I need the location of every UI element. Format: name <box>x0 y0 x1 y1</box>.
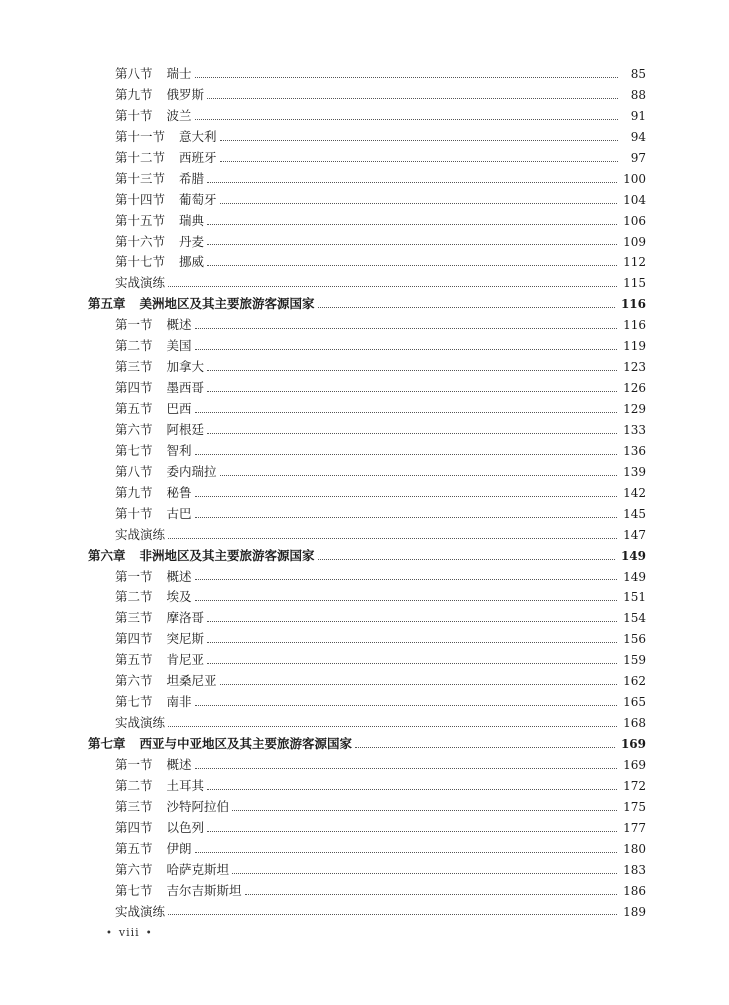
dot-leader <box>232 810 617 811</box>
toc-page-number: 172 <box>623 778 646 793</box>
toc-page-number: 109 <box>623 234 646 249</box>
toc-page-number: 97 <box>630 150 646 165</box>
toc-section-row <box>88 629 646 650</box>
dot-leader <box>195 579 618 580</box>
toc-section-row <box>88 190 646 211</box>
section-title: 肯尼亚 <box>166 652 205 668</box>
dot-leader <box>207 182 617 183</box>
section-title: 加拿大 <box>166 359 205 375</box>
dot-leader <box>168 286 617 287</box>
toc-page-number: 149 <box>620 548 646 563</box>
dot-leader <box>195 119 618 120</box>
toc-page-number: 136 <box>623 443 646 458</box>
footer-bullet-right: • <box>145 928 153 939</box>
section-title: 俄罗斯 <box>166 86 205 102</box>
section-title: 巴西 <box>166 401 192 416</box>
toc-section-row <box>88 315 646 336</box>
section-number: 第七节 <box>115 694 153 710</box>
chapter-title: 西亚与中亚地区及其主要旅游客源国家 <box>139 736 353 751</box>
toc-chapter-row <box>88 546 646 567</box>
toc-section-row <box>88 169 646 190</box>
section-number: 第二节 <box>115 777 153 793</box>
dot-leader <box>195 454 618 455</box>
section-title: 突尼斯 <box>166 631 205 647</box>
toc-page-number: 169 <box>623 757 646 772</box>
dot-leader <box>232 873 617 874</box>
section-title: 实战演练 <box>115 275 166 291</box>
section-number: 第四节 <box>115 380 153 396</box>
toc-page-number: 156 <box>623 632 646 647</box>
dot-leader <box>207 663 617 664</box>
section-number: 第九节 <box>115 86 153 102</box>
section-number: 第九节 <box>115 484 153 500</box>
section-title: 埃及 <box>166 589 192 605</box>
dot-leader <box>195 517 618 518</box>
dot-leader <box>207 621 617 622</box>
dot-leader <box>318 559 615 560</box>
toc-page-number: 183 <box>623 862 646 877</box>
dot-leader <box>207 433 617 434</box>
section-title: 瑞典 <box>179 212 205 228</box>
toc-page-number: 88 <box>630 87 646 102</box>
toc-section-row <box>88 106 646 127</box>
toc-page-number: 91 <box>630 108 646 123</box>
section-title: 阿根廷 <box>166 421 205 437</box>
section-title: 希腊 <box>179 170 205 186</box>
section-title: 葡萄牙 <box>179 191 217 207</box>
chapter-number: 第六章 <box>88 547 126 563</box>
section-number: 第一节 <box>115 568 153 584</box>
section-title: 美国 <box>166 338 192 354</box>
section-number: 第十一节 <box>115 128 166 144</box>
toc-section-row <box>88 211 646 232</box>
section-title: 丹麦 <box>179 233 205 249</box>
toc-section-row <box>88 462 646 483</box>
toc-section-row <box>88 399 646 420</box>
toc-section-row <box>88 902 646 923</box>
toc-section-row <box>88 608 646 629</box>
toc-page-number: 145 <box>623 506 646 521</box>
dot-leader <box>355 747 615 748</box>
section-number: 第十节 <box>115 107 153 123</box>
footer-bullet-left: • <box>106 928 113 939</box>
section-title: 古巴 <box>166 505 192 521</box>
toc-section-row <box>88 797 646 818</box>
section-title: 波兰 <box>166 107 192 123</box>
dot-leader <box>195 852 618 853</box>
dot-leader <box>220 161 618 162</box>
footer-page-number: viii <box>118 926 140 939</box>
dot-leader <box>195 768 618 769</box>
section-title: 墨西哥 <box>166 380 205 396</box>
dot-leader <box>168 538 617 539</box>
dot-leader <box>195 77 618 78</box>
section-number: 第十四节 <box>115 191 166 207</box>
toc-page-number: 116 <box>620 297 646 312</box>
toc-section-row <box>88 148 646 169</box>
dot-leader <box>318 307 615 308</box>
toc-page-number: 177 <box>623 820 646 835</box>
section-title: 沙特阿拉伯 <box>166 798 230 814</box>
toc-section-row <box>88 818 646 839</box>
dot-leader <box>195 600 618 601</box>
toc-section-row <box>88 650 646 671</box>
dot-leader <box>207 370 617 371</box>
section-title: 坦桑尼亚 <box>166 673 217 689</box>
section-number: 第四节 <box>115 631 153 647</box>
section-number: 第六节 <box>115 421 153 437</box>
section-title: 土耳其 <box>166 777 205 793</box>
toc-section-row <box>88 483 646 504</box>
section-number: 第十六节 <box>115 233 166 249</box>
section-number: 第五节 <box>115 652 153 668</box>
section-number: 第一节 <box>115 756 153 772</box>
section-title: 秘鲁 <box>166 484 192 500</box>
dot-leader <box>207 224 617 225</box>
toc-section-row <box>88 587 646 608</box>
section-title: 哈萨克斯坦 <box>166 861 230 877</box>
section-title: 实战演练 <box>115 526 166 542</box>
section-number: 第十三节 <box>115 170 166 186</box>
toc-section-row <box>88 336 646 357</box>
toc-page-number: 169 <box>620 737 646 751</box>
section-title: 智利 <box>166 442 192 458</box>
section-number: 第四节 <box>115 819 153 835</box>
section-number: 第一节 <box>115 317 153 333</box>
toc-page-number: 116 <box>623 318 646 333</box>
toc-section-row <box>88 232 646 253</box>
toc-section-row <box>88 671 646 692</box>
dot-leader <box>207 244 617 245</box>
toc-page-number: 133 <box>623 422 646 437</box>
section-number: 第十二节 <box>115 149 166 165</box>
toc-page-number: 168 <box>623 716 646 731</box>
toc-section-row <box>88 755 646 776</box>
section-number: 第三节 <box>115 610 153 626</box>
section-number: 第三节 <box>115 798 153 814</box>
section-title: 实战演练 <box>115 903 166 919</box>
toc-page-number: 104 <box>623 192 646 207</box>
toc-page-number: 147 <box>623 527 646 542</box>
section-title: 实战演练 <box>115 715 166 731</box>
toc-page-number: 180 <box>623 841 646 856</box>
toc-page-number: 126 <box>623 381 646 396</box>
dot-leader <box>207 831 617 832</box>
toc-page-number: 186 <box>623 883 646 898</box>
table-of-contents <box>88 64 646 922</box>
dot-leader <box>195 496 618 497</box>
toc-section-row <box>88 252 646 273</box>
section-title: 概述 <box>166 317 192 333</box>
toc-section-row <box>88 85 646 106</box>
chapter-title: 美洲地区及其主要旅游客源国家 <box>139 296 315 312</box>
toc-section-row <box>88 441 646 462</box>
toc-section-row <box>88 713 646 734</box>
section-number: 第二节 <box>115 338 153 354</box>
section-number: 第七节 <box>115 442 153 458</box>
toc-page-number: 159 <box>623 653 646 668</box>
dot-leader <box>245 894 618 895</box>
section-title: 南非 <box>166 694 192 710</box>
section-title: 挪威 <box>179 254 205 270</box>
toc-page-number: 129 <box>623 402 646 416</box>
toc-page-number: 189 <box>623 904 646 919</box>
dot-leader <box>220 684 618 685</box>
section-number: 第五节 <box>115 401 153 416</box>
toc-page-number: 165 <box>623 695 646 710</box>
dot-leader <box>220 475 618 476</box>
section-number: 第八节 <box>115 463 153 479</box>
dot-leader <box>168 914 617 915</box>
section-title: 吉尔吉斯斯坦 <box>166 882 242 898</box>
dot-leader <box>207 391 617 392</box>
section-title: 概述 <box>166 756 192 772</box>
chapter-number: 第五章 <box>88 296 126 312</box>
toc-page-number: 94 <box>630 129 646 144</box>
dot-leader <box>168 726 617 727</box>
section-title: 以色列 <box>166 819 205 835</box>
toc-page-number: 139 <box>623 464 646 479</box>
page-footer <box>100 926 159 939</box>
toc-page-number: 123 <box>623 360 646 375</box>
toc-section-row <box>88 881 646 902</box>
toc-section-row <box>88 273 646 294</box>
section-number: 第五节 <box>115 840 153 856</box>
section-number: 第十五节 <box>115 212 166 228</box>
toc-page-number: 162 <box>623 674 646 689</box>
toc-page-number: 154 <box>623 611 646 626</box>
toc-section-row <box>88 420 646 441</box>
toc-page-number: 175 <box>623 799 646 814</box>
toc-section-row <box>88 504 646 525</box>
section-number: 第六节 <box>115 673 153 689</box>
toc-page-number: 115 <box>623 276 646 291</box>
toc-section-row <box>88 357 646 378</box>
section-title: 委内瑞拉 <box>166 463 217 479</box>
section-number: 第十节 <box>115 505 153 521</box>
section-title: 瑞士 <box>166 66 192 81</box>
section-title: 概述 <box>166 568 192 584</box>
toc-section-row <box>88 839 646 860</box>
dot-leader <box>195 328 618 329</box>
section-title: 意大利 <box>179 128 217 144</box>
dot-leader <box>195 412 618 413</box>
dot-leader <box>195 705 618 706</box>
section-title: 西班牙 <box>179 149 217 165</box>
toc-page-number: 106 <box>623 213 646 228</box>
toc-page-number: 151 <box>623 590 646 605</box>
toc-page-number: 85 <box>630 67 646 81</box>
toc-section-row <box>88 692 646 713</box>
toc-section-row <box>88 127 646 148</box>
toc-page-number: 100 <box>623 171 646 186</box>
toc-section-row <box>88 64 646 85</box>
chapter-number: 第七章 <box>88 736 126 751</box>
toc-section-row <box>88 378 646 399</box>
dot-leader <box>220 140 618 141</box>
toc-section-row <box>88 567 646 588</box>
toc-page-number: 119 <box>623 339 646 354</box>
section-number: 第二节 <box>115 589 153 605</box>
toc-section-row <box>88 860 646 881</box>
dot-leader <box>195 349 618 350</box>
dot-leader <box>207 789 617 790</box>
toc-chapter-row <box>88 734 646 755</box>
section-number: 第七节 <box>115 882 153 898</box>
toc-page-number: 142 <box>623 485 646 500</box>
toc-section-row <box>88 525 646 546</box>
section-title: 摩洛哥 <box>166 610 205 626</box>
dot-leader <box>207 642 617 643</box>
section-number: 第六节 <box>115 861 153 877</box>
dot-leader <box>207 98 618 99</box>
dot-leader <box>207 265 617 266</box>
section-number: 第八节 <box>115 66 153 81</box>
chapter-title: 非洲地区及其主要旅游客源国家 <box>139 547 315 563</box>
toc-chapter-row <box>88 294 646 315</box>
toc-section-row <box>88 776 646 797</box>
section-number: 第十七节 <box>115 254 166 270</box>
section-number: 第三节 <box>115 359 153 375</box>
dot-leader <box>220 203 618 204</box>
toc-page-number: 112 <box>623 255 646 270</box>
toc-page-number: 149 <box>623 569 646 584</box>
section-title: 伊朗 <box>166 840 192 856</box>
